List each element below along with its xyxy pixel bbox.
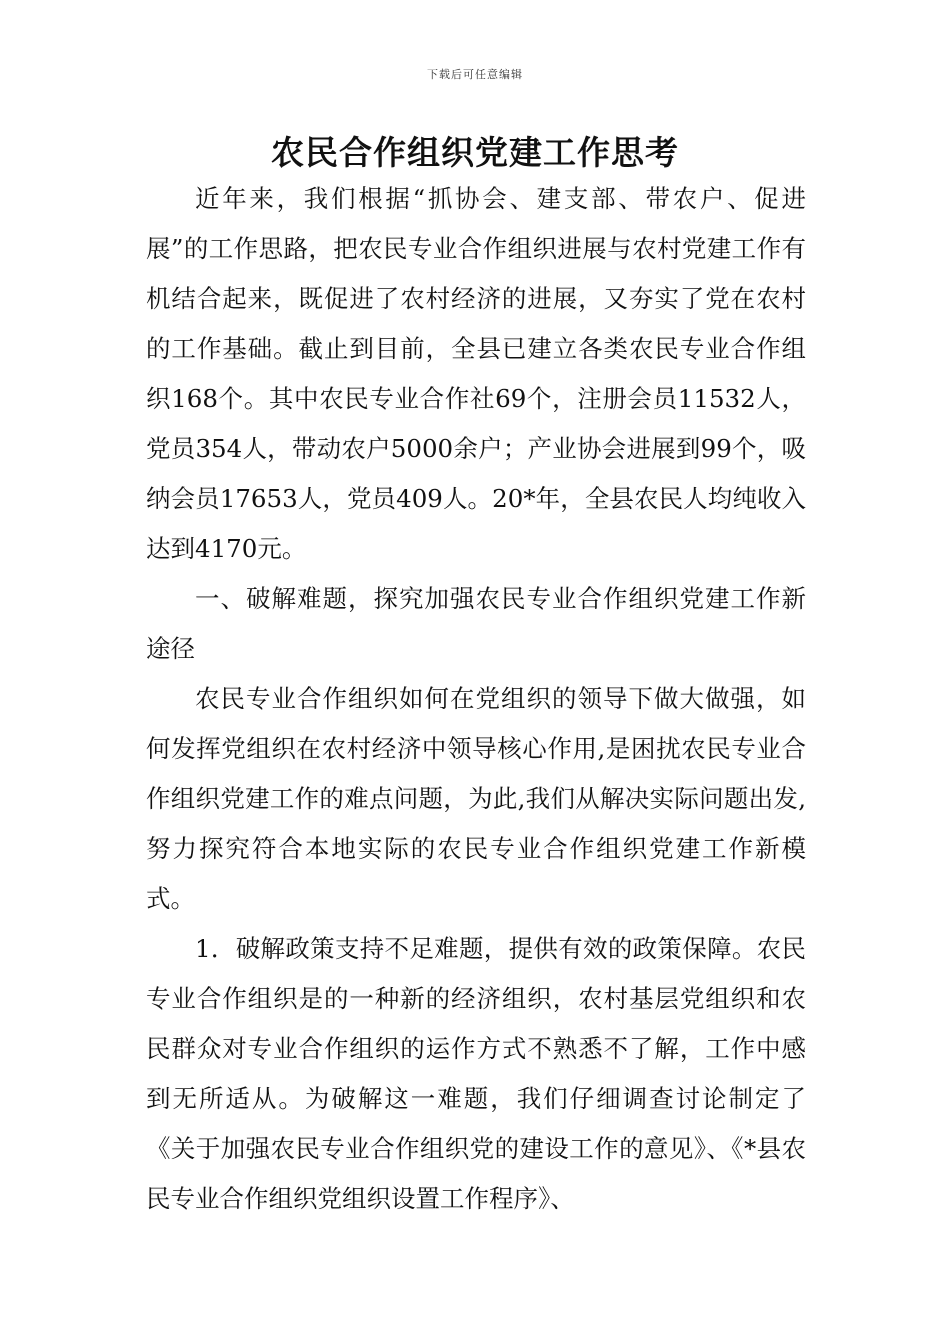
paragraph-intro: 近年来，我们根据“抓协会、建支部、带农户、促进展”的工作思路，把农民专业合作组织进展与农村党建工作有机结合起来，既促进了农村经济的进展，又夯实了党在农村的工作基础。截止到目前，全县已建立各类农民专业合作组织168个。其中农民专业合作社69个，注册会员11532人，党员354人，带动农户5000余户；产业协会进展到99个，吸纳会员17653人，党员409人。20*年，全县农民人均纯收入达到4170元。 [146,184,806,563]
document-body [146,174,806,1224]
header-note: 下载后可任意编辑 [427,68,523,81]
paragraph-section-body: 农民专业合作组织如何在党组织的领导下做大做强，如何发挥党组织在农村经济中领导核心作用,是困扰农民专业合作组织党建工作的难点问题，为此,我们从解决实际问题出发,努力探究符合本地实际的农民专业合作组织党建工作新模式。 [146,684,806,913]
paragraph-item-1: 1．破解政策支持不足难题，提供有效的政策保障。农民专业合作组织是的一种新的经济组织，农村基层党组织和农民群众对专业合作组织的运作方式不熟悉不了解，工作中感到无所适从。为破解这一难题，我们仔细调查讨论制定了《关于加强农民专业合作组织党的建设工作的意见》、《*县农民专业合作组织党组织设置工作程序》、 [146,934,806,1213]
document-title: 农民合作组织党建工作思考 [271,133,679,172]
paragraph-section-heading: 一、破解难题，探究加强农民专业合作组织党建工作新途径 [146,584,806,663]
